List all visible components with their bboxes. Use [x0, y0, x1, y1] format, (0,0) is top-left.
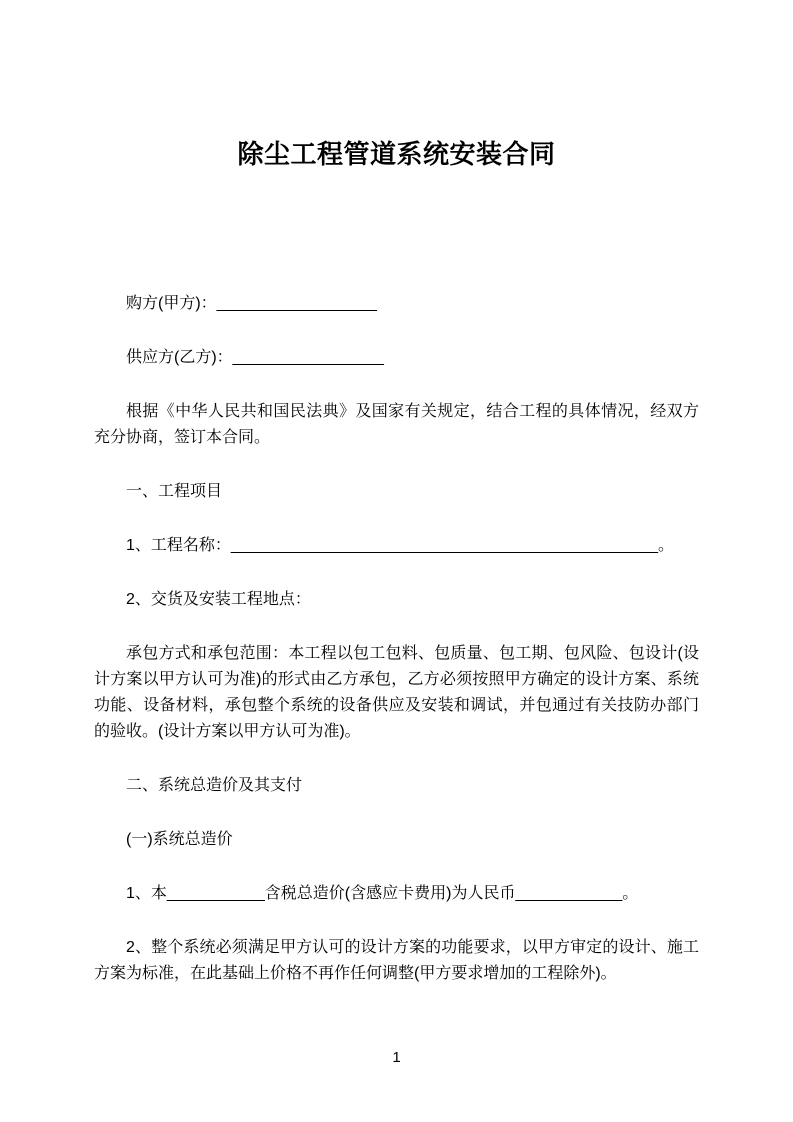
- price-adjustment-paragraph: 2、整个系统必须满足甲方认可的设计方案的功能要求，以甲方审定的设计、施工方案为标准，在此基础上价格不再作任何调整(甲方要求增加的工程除外)。: [94, 939, 699, 982]
- section-1-heading: 一、工程项目: [126, 483, 223, 500]
- supplier-blank-field: _________________: [232, 349, 384, 366]
- page-number: 1: [392, 1049, 401, 1066]
- project-name-period: 。: [658, 537, 675, 554]
- preamble-paragraph: 根据《中华人民共和国民法典》及国家有关规定，结合工程的具体情况，经双方充分协商，签订本合同。: [94, 403, 699, 446]
- supplier-line: [94, 345, 699, 371]
- delivery-location-line: 2、交货及安装工程地点：: [126, 591, 311, 608]
- section-2-sub-heading: (一)系统总造价: [126, 831, 233, 848]
- project-name-label: 1、工程名称：: [126, 537, 231, 554]
- supplier-label: 供应方(乙方)：: [126, 349, 233, 366]
- buyer-label: 购方(甲方)：: [126, 295, 217, 312]
- section-2-heading: 二、系统总造价及其支付: [126, 777, 303, 794]
- total-price-line: [94, 881, 699, 907]
- price-amount-blank-field: ____________: [515, 885, 623, 902]
- price-line-prefix: 1、本: [126, 885, 167, 902]
- buyer-blank-field: __________________: [216, 295, 377, 312]
- price-line-period: 。: [622, 885, 639, 902]
- contract-scope-paragraph: 承包方式和承包范围：本工程以包工包料、包质量、包工期、包风险、包设计(设计方案以甲方认可为准)的形式由乙方承包，乙方必须按照甲方确定的设计方案、系统功能、设备材料，承包整个系统的设备供应及安装和调试，并包通过有关技防办部门的验收。(设计方案以甲方认可为准)。: [94, 645, 699, 740]
- project-name-blank-field: ________________________________________________: [230, 537, 659, 554]
- doc-title: 除尘工程管道系统安装合同: [237, 139, 556, 169]
- price-line-middle: 含税总造价(含感应卡费用)为人民币: [264, 885, 516, 902]
- buyer-line: [94, 291, 699, 317]
- price-scope-blank-field: ___________: [166, 885, 265, 902]
- project-name-line: [94, 533, 699, 559]
